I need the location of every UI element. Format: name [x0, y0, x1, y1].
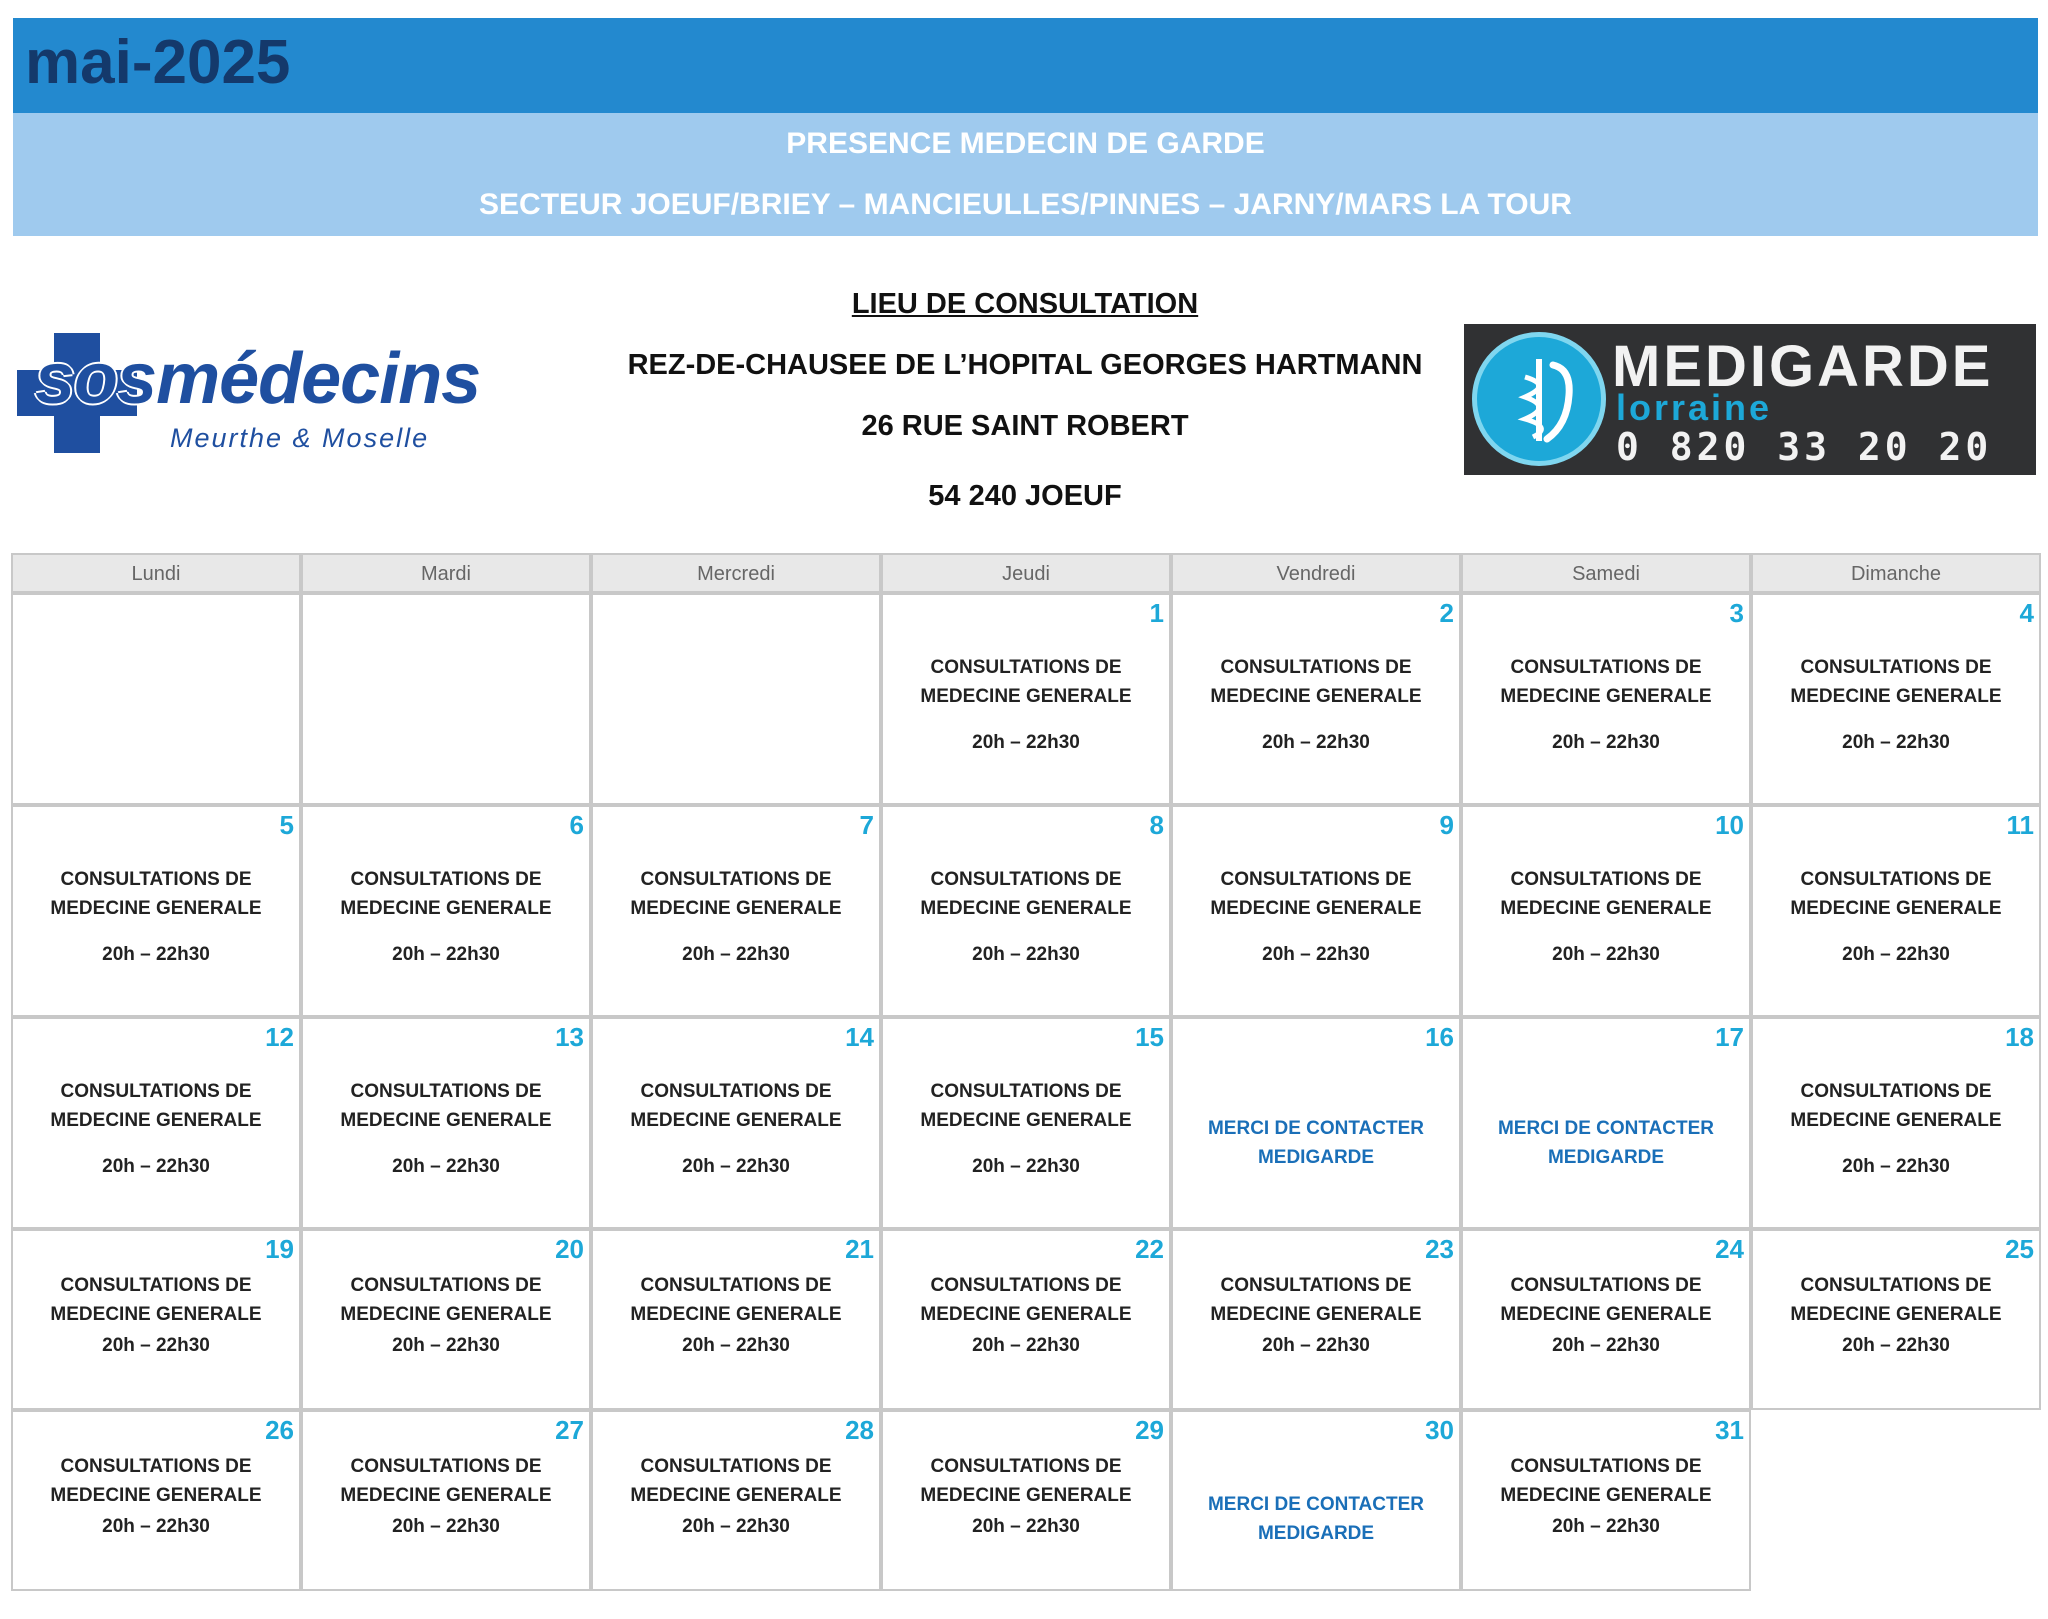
medigarde-name: MEDIGARDE — [1612, 334, 1994, 399]
consultation-time: 20h – 22h30 — [1552, 1516, 1660, 1537]
day-number: 9 — [1439, 810, 1454, 840]
consultation-label: MEDECINE GENERALE — [1210, 686, 1422, 707]
consultation-label: CONSULTATIONS DE — [60, 869, 252, 890]
calendar-day-15[interactable] — [881, 1017, 1171, 1229]
calendar-day-2[interactable] — [1171, 593, 1461, 805]
consultation-label: MEDECINE GENERALE — [1500, 1304, 1712, 1325]
consultation-label: CONSULTATIONS DE — [930, 1275, 1122, 1296]
sos-brand-text: sosmédecins — [35, 339, 481, 419]
calendar-day-14[interactable] — [591, 1017, 881, 1229]
medigarde-region: lorraine — [1616, 387, 1773, 428]
day-number: 24 — [1715, 1234, 1744, 1264]
day-number: 5 — [279, 810, 294, 840]
consultation-time: 20h – 22h30 — [392, 1156, 500, 1177]
weekday-mardi: Mardi — [301, 553, 591, 593]
location-line-3: 54 240 JOEUF — [928, 480, 1122, 512]
consultation-label: MEDECINE GENERALE — [920, 686, 1132, 707]
consultation-label: CONSULTATIONS DE — [350, 869, 542, 890]
calendar-day-21[interactable] — [591, 1229, 881, 1410]
day-number: 28 — [845, 1415, 874, 1445]
contact-medigarde-notice: MEDIGARDE — [1547, 1147, 1665, 1168]
consultation-label: MEDECINE GENERALE — [340, 898, 552, 919]
calendar-day-26[interactable] — [11, 1410, 301, 1591]
consultation-label: CONSULTATIONS DE — [350, 1081, 542, 1102]
calendar-day-20[interactable] — [301, 1229, 591, 1410]
consultation-label: MEDECINE GENERALE — [1500, 1485, 1712, 1506]
day-number: 8 — [1149, 810, 1164, 840]
calendar-day-6[interactable] — [301, 805, 591, 1017]
contact-medigarde-notice: MERCI DE CONTACTER — [1207, 1118, 1425, 1139]
calendar-day-9[interactable] — [1171, 805, 1461, 1017]
consultation-time: 20h – 22h30 — [972, 1335, 1080, 1356]
consultation-label: CONSULTATIONS DE — [640, 869, 832, 890]
consultation-label: CONSULTATIONS DE — [1220, 1275, 1412, 1296]
day-number: 31 — [1715, 1415, 1744, 1445]
consultation-time: 20h – 22h30 — [102, 944, 210, 965]
consultation-label: CONSULTATIONS DE — [1510, 657, 1702, 678]
consultation-time: 20h – 22h30 — [972, 1516, 1080, 1537]
consultation-time: 20h – 22h30 — [102, 1156, 210, 1177]
calendar-empty-cell — [591, 593, 881, 805]
consultation-label: CONSULTATIONS DE — [1510, 869, 1702, 890]
consultation-time: 20h – 22h30 — [1842, 1156, 1950, 1177]
consultation-label: CONSULTATIONS DE — [1220, 869, 1412, 890]
day-number: 13 — [555, 1022, 584, 1052]
calendar-empty-cell — [11, 593, 301, 805]
weekday-dimanche: Dimanche — [1751, 553, 2041, 593]
consultation-label: MEDECINE GENERALE — [340, 1304, 552, 1325]
consultation-time: 20h – 22h30 — [1842, 732, 1950, 753]
day-number: 21 — [845, 1234, 874, 1264]
calendar-day-7[interactable] — [591, 805, 881, 1017]
calendar-day-5[interactable] — [11, 805, 301, 1017]
consultation-label: MEDECINE GENERALE — [50, 1485, 262, 1506]
contact-medigarde-notice: MERCI DE CONTACTER — [1207, 1494, 1425, 1515]
day-number: 29 — [1135, 1415, 1164, 1445]
consultation-label: CONSULTATIONS DE — [1220, 657, 1412, 678]
weekday-header — [11, 553, 2041, 593]
consultation-label: MEDECINE GENERALE — [1790, 898, 2002, 919]
calendar-day-3[interactable] — [1461, 593, 1751, 805]
consultation-label: CONSULTATIONS DE — [350, 1456, 542, 1477]
day-number: 19 — [265, 1234, 294, 1264]
calendar — [11, 553, 2041, 1591]
consultation-label: MEDECINE GENERALE — [920, 1110, 1132, 1131]
day-number: 30 — [1425, 1415, 1454, 1445]
consultation-label: CONSULTATIONS DE — [640, 1081, 832, 1102]
calendar-day-16[interactable] — [1171, 1017, 1461, 1229]
calendar-day-25[interactable] — [1751, 1229, 2041, 1410]
consultation-label: MEDECINE GENERALE — [920, 1485, 1132, 1506]
contact-medigarde-notice: MEDIGARDE — [1257, 1523, 1375, 1544]
medigarde-logo — [1464, 324, 2036, 475]
consultation-time: 20h – 22h30 — [682, 944, 790, 965]
day-number: 1 — [1149, 598, 1164, 628]
consultation-label: MEDECINE GENERALE — [1210, 1304, 1422, 1325]
consultation-time: 20h – 22h30 — [102, 1516, 210, 1537]
consultation-label: MEDECINE GENERALE — [50, 898, 262, 919]
month-title: mai-2025 — [25, 28, 291, 97]
consultation-time: 20h – 22h30 — [972, 732, 1080, 753]
day-number: 15 — [1135, 1022, 1164, 1052]
weekday-mercredi: Mercredi — [591, 553, 881, 593]
calendar-day-29[interactable] — [881, 1410, 1171, 1591]
calendar-day-22[interactable] — [881, 1229, 1171, 1410]
consultation-time: 20h – 22h30 — [1262, 732, 1370, 753]
phone-caduceus-icon — [1472, 332, 1606, 466]
calendar-day-1[interactable] — [881, 593, 1171, 805]
calendar-day-24[interactable] — [1461, 1229, 1751, 1410]
consultation-label: CONSULTATIONS DE — [1510, 1275, 1702, 1296]
calendar-day-23[interactable] — [1171, 1229, 1461, 1410]
day-number: 25 — [2005, 1234, 2034, 1264]
consultation-time: 20h – 22h30 — [392, 1335, 500, 1356]
consultation-label: MEDECINE GENERALE — [920, 898, 1132, 919]
consultation-label: MEDECINE GENERALE — [630, 1304, 842, 1325]
calendar-empty-cell — [1751, 1410, 2041, 1591]
day-number: 23 — [1425, 1234, 1454, 1264]
weekday-lundi: Lundi — [11, 553, 301, 593]
consultation-label: CONSULTATIONS DE — [640, 1275, 832, 1296]
consultation-time: 20h – 22h30 — [1552, 732, 1660, 753]
consultation-label: MEDECINE GENERALE — [50, 1110, 262, 1131]
day-number: 4 — [2019, 598, 2034, 628]
day-number: 7 — [859, 810, 874, 840]
calendar-day-27[interactable] — [301, 1410, 591, 1591]
consultation-time: 20h – 22h30 — [682, 1335, 790, 1356]
consultation-label: MEDECINE GENERALE — [1790, 686, 2002, 707]
calendar-day-12[interactable] — [11, 1017, 301, 1229]
subtitle-bar — [13, 113, 2038, 236]
consultation-label: CONSULTATIONS DE — [930, 1081, 1122, 1102]
day-number: 16 — [1425, 1022, 1454, 1052]
consultation-label: CONSULTATIONS DE — [930, 1456, 1122, 1477]
consultation-label: CONSULTATIONS DE — [1800, 1081, 1992, 1102]
calendar-day-18[interactable] — [1751, 1017, 2041, 1229]
location-line-1: REZ-DE-CHAUSEE DE L’HOPITAL GEORGES HARTMANN — [627, 349, 1423, 381]
sos-medecins-logo — [17, 333, 481, 453]
calendar-day-10[interactable] — [1461, 805, 1751, 1017]
day-number: 12 — [265, 1022, 294, 1052]
day-number: 26 — [265, 1415, 294, 1445]
calendar-empty-cell — [301, 593, 591, 805]
day-number: 14 — [845, 1022, 874, 1052]
calendar-day-31[interactable] — [1461, 1410, 1751, 1591]
contact-medigarde-notice: MERCI DE CONTACTER — [1497, 1118, 1715, 1139]
calendar-day-30[interactable] — [1171, 1410, 1461, 1591]
calendar-day-11[interactable] — [1751, 805, 2041, 1017]
location-heading: LIEU DE CONSULTATION — [851, 288, 1199, 320]
consultation-label: CONSULTATIONS DE — [930, 657, 1122, 678]
consultation-time: 20h – 22h30 — [1552, 1335, 1660, 1356]
consultation-label: CONSULTATIONS DE — [1800, 1275, 1992, 1296]
consultation-time: 20h – 22h30 — [1552, 944, 1660, 965]
day-number: 22 — [1135, 1234, 1164, 1264]
consultation-label: MEDECINE GENERALE — [630, 1110, 842, 1131]
consultation-label: CONSULTATIONS DE — [60, 1456, 252, 1477]
subtitle-line-2: SECTEUR JOEUF/BRIEY – MANCIEULLES/PINNES – JARNY/MARS LA TOUR — [479, 188, 1572, 221]
consultation-label: MEDECINE GENERALE — [340, 1110, 552, 1131]
consultation-label: CONSULTATIONS DE — [1800, 657, 1992, 678]
subtitle-line-1: PRESENCE MEDECIN DE GARDE — [786, 127, 1265, 160]
day-number: 10 — [1715, 810, 1744, 840]
consultation-time: 20h – 22h30 — [1842, 1335, 1950, 1356]
consultation-label: CONSULTATIONS DE — [640, 1456, 832, 1477]
day-number: 3 — [1729, 598, 1744, 628]
consultation-label: CONSULTATIONS DE — [1800, 869, 1992, 890]
day-number: 18 — [2005, 1022, 2034, 1052]
consultation-label: MEDECINE GENERALE — [1500, 898, 1712, 919]
day-number: 27 — [555, 1415, 584, 1445]
consultation-time: 20h – 22h30 — [972, 944, 1080, 965]
calendar-day-8[interactable] — [881, 805, 1171, 1017]
title-bar — [13, 18, 2038, 113]
consultation-label: MEDECINE GENERALE — [920, 1304, 1132, 1325]
consultation-label: MEDECINE GENERALE — [50, 1304, 262, 1325]
medigarde-phone: 0 820 33 20 20 — [1616, 425, 1993, 469]
consultation-time: 20h – 22h30 — [102, 1335, 210, 1356]
consultation-time: 20h – 22h30 — [1262, 944, 1370, 965]
consultation-label: MEDECINE GENERALE — [630, 898, 842, 919]
day-number: 17 — [1715, 1022, 1744, 1052]
consultation-label: CONSULTATIONS DE — [60, 1275, 252, 1296]
calendar-day-19[interactable] — [11, 1229, 301, 1410]
weekday-samedi: Samedi — [1461, 553, 1751, 593]
sos-region-text: Meurthe & Moselle — [170, 423, 430, 453]
calendar-day-28[interactable] — [591, 1410, 881, 1591]
contact-medigarde-notice: MEDIGARDE — [1257, 1147, 1375, 1168]
weekday-jeudi: Jeudi — [881, 553, 1171, 593]
day-number: 6 — [569, 810, 584, 840]
calendar-grid — [11, 593, 2041, 1591]
consultation-label: CONSULTATIONS DE — [1510, 1456, 1702, 1477]
consultation-label: MEDECINE GENERALE — [1790, 1110, 2002, 1131]
consultation-label: MEDECINE GENERALE — [340, 1485, 552, 1506]
calendar-day-17[interactable] — [1461, 1017, 1751, 1229]
calendar-day-4[interactable] — [1751, 593, 2041, 805]
day-number: 20 — [555, 1234, 584, 1264]
consultation-time: 20h – 22h30 — [1842, 944, 1950, 965]
consultation-time: 20h – 22h30 — [392, 944, 500, 965]
consultation-label: MEDECINE GENERALE — [630, 1485, 842, 1506]
consultation-label: CONSULTATIONS DE — [930, 869, 1122, 890]
consultation-time: 20h – 22h30 — [392, 1516, 500, 1537]
consultation-time: 20h – 22h30 — [682, 1156, 790, 1177]
consultation-label: CONSULTATIONS DE — [350, 1275, 542, 1296]
weekday-vendredi: Vendredi — [1171, 553, 1461, 593]
day-number: 2 — [1439, 598, 1454, 628]
consultation-time: 20h – 22h30 — [1262, 1335, 1370, 1356]
calendar-day-13[interactable] — [301, 1017, 591, 1229]
consultation-time: 20h – 22h30 — [972, 1156, 1080, 1177]
consultation-label: MEDECINE GENERALE — [1790, 1304, 2002, 1325]
day-number: 11 — [2006, 810, 2034, 840]
consultation-label: MEDECINE GENERALE — [1210, 898, 1422, 919]
location-line-2: 26 RUE SAINT ROBERT — [861, 410, 1189, 442]
consultation-time: 20h – 22h30 — [682, 1516, 790, 1537]
consultation-label: MEDECINE GENERALE — [1500, 686, 1712, 707]
consultation-label: CONSULTATIONS DE — [60, 1081, 252, 1102]
